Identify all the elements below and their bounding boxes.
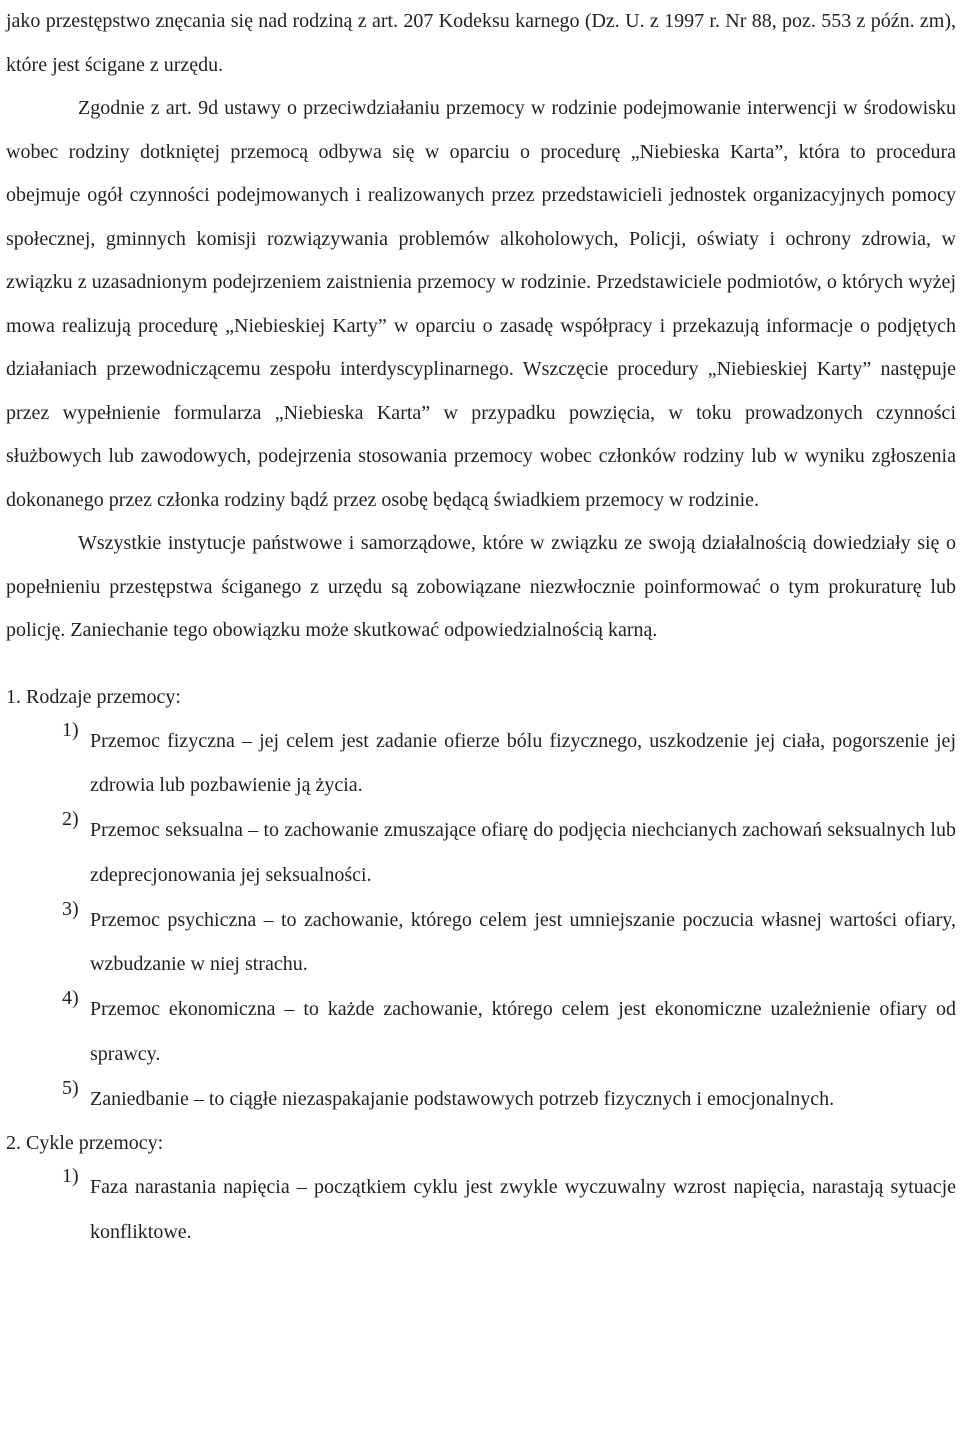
list-item-number: 4) (62, 987, 79, 1009)
section-heading: 2. Cykle przemocy: (6, 1132, 164, 1154)
list-item-text: Przemoc psychiczna – to zachowanie, którego celem jest umniejszanie poczucia własnej wartości ofiary, wzbudzanie w niej strachu. (90, 908, 956, 975)
document-page (6, 0, 956, 1254)
list-item-number: 1) (62, 718, 79, 741)
list-item-number: 1) (62, 1165, 79, 1187)
list-item-text: Przemoc ekonomiczna – to każde zachowanie, którego celem jest ekonomiczne uzależnienie ofiary od sprawcy. (90, 998, 956, 1065)
list-item-text: Przemoc seksualna – to zachowanie zmuszające ofiarę do podjęcia niechcianych zachowań seksualnych lub zdeprecjonowania jej seksualności. (90, 819, 956, 886)
paragraph-intro: jako przestępstwo znęcania się nad rodziną z art. 207 Kodeksu karnego (Dz. U. z 1997 r. Nr 88, poz. 553 z późn. zm), które jest ścigane z urzędu. (6, 10, 956, 76)
section-heading: 1. Rodzaje przemocy: (6, 685, 181, 708)
paragraph-obligation: Wszystkie instytucje państwowe i samorządowe, które w związku ze swoją działalnością dowiedziały się o popełnieniu przestępstwa ściganego z urzędu są zobowiązane niezwłocznie poinformować o tym prokuraturę lub policję. Zaniechanie tego obowiązku może skutkować odpowiedzialnością karną. (6, 532, 956, 641)
list-item (62, 987, 956, 1076)
list-item (62, 808, 956, 897)
list-item (62, 719, 956, 808)
list-item-number: 3) (62, 897, 79, 920)
list-item-text: Przemoc fizyczna – jej celem jest zadanie ofierze bólu fizycznego, uszkodzenie jej ciała, pogorszenie jej zdrowia lub pozbawienie ją życia. (90, 729, 956, 796)
list-item-text: Faza narastania napięcia – początkiem cyklu jest zwykle wyczuwalny wzrost napięcia, narastają sytuacje konfliktowe. (90, 1176, 956, 1243)
list-item-number: 2) (62, 808, 79, 830)
list-item (62, 1165, 956, 1254)
section-violence-cycles (6, 1121, 956, 1254)
list-item-number: 5) (62, 1076, 79, 1099)
list-item (62, 1077, 956, 1122)
list-item-text: Zaniedbanie – to ciągłe niezaspakajanie podstawowych potrzeb fizycznych i emocjonalnych. (90, 1087, 835, 1110)
violence-types-list (6, 719, 956, 1122)
list-item (62, 898, 956, 987)
violence-cycles-list (6, 1165, 956, 1254)
section-violence-types (6, 675, 956, 1122)
paragraph-procedure: Zgodnie z art. 9d ustawy o przeciwdziałaniu przemocy w rodzinie podejmowanie interwencji w środowisku wobec rodziny dotkniętej przemocą odbywa się w oparciu o procedurę „Niebieska Karta”, która to procedura obejmuje ogół czynności podejmowanych i realizowanych przez przedstawicieli jednostek organizacyjnych pomocy społecznej, gminnych komisji rozwiązywania problemów alkoholowych, Policji, oświaty i ochrony zdrowia, w związku z uzasadnionym podejrzeniem zaistnienia przemocy w rodzinie. Przedstawiciele podmiotów, o których wyżej mowa realizują procedurę „Niebieskiej Karty” w oparciu o zasadę współpracy i przekazują informacje o podjętych działaniach przewodniczącemu zespołu interdyscyplinarnego. Wszczęcie procedury „Niebieskiej Karty” następuje przez wypełnienie formularza „Niebieska Karta” w przypadku powzięcia, w toku prowadzonych czynności służbowych lub zawodowych, podejrzenia stosowania przemocy wobec członków rodziny lub w wyniku zgłoszenia dokonanego przez członka rodziny bądź przez osobę będącą świadkiem przemocy w rodzinie. (6, 97, 956, 511)
